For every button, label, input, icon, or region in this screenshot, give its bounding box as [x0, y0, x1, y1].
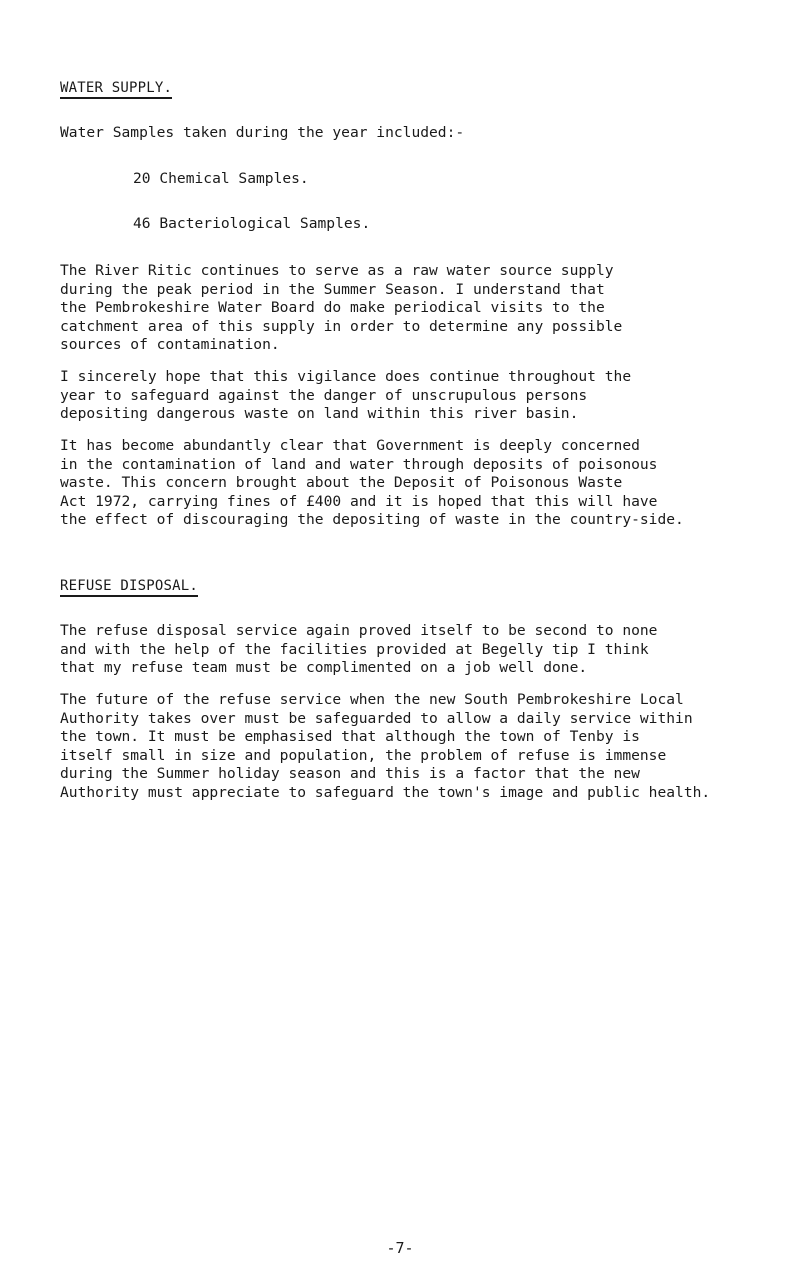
- text-line: sources of contamination.: [60, 336, 280, 353]
- water-supply-heading: WATER SUPPLY.: [60, 80, 172, 99]
- text-line: and with the help of the facilities provided at Begelly tip I think: [60, 640, 649, 658]
- paragraph-refuse-service: [60, 622, 760, 678]
- sample-item-chemical: 20 Chemical Samples.: [133, 170, 309, 187]
- text-line: waste. This concern brought about the Deposit of Poisonous Waste: [60, 474, 623, 491]
- refuse-disposal-heading: REFUSE DISPOSAL.: [60, 578, 198, 597]
- text-line: year to safeguard against the danger of unscrupulous persons: [60, 386, 588, 404]
- text-line: itself small in size and population, the problem of refuse is immense: [60, 746, 667, 764]
- text-line: that my refuse team must be complimented on a job well done.: [60, 659, 588, 676]
- text-line: the effect of discouraging the depositing of waste in the country-side.: [60, 511, 684, 528]
- text-line: during the peak period in the Summer Season. I understand that: [60, 280, 605, 298]
- paragraph-vigilance: [60, 368, 760, 424]
- paragraph-future-refuse: [60, 691, 760, 802]
- text-line: in the contamination of land and water through deposits of poisonous: [60, 455, 658, 473]
- paragraph-river-ritic: [60, 262, 760, 355]
- samples-intro: Water Samples taken during the year included:-: [60, 124, 465, 141]
- text-line: The refuse disposal service again proved itself to be second to none: [60, 622, 658, 639]
- text-line: The River Ritic continues to serve as a raw water source supply: [60, 262, 614, 279]
- text-line: I sincerely hope that this vigilance does continue throughout the: [60, 368, 632, 385]
- sample-item-bacteriological: 46 Bacteriological Samples.: [133, 215, 371, 232]
- text-line: during the Summer holiday season and this is a factor that the new: [60, 765, 640, 782]
- text-line: catchment area of this supply in order to determine any possible: [60, 317, 623, 335]
- text-line: Authority must appreciate to safeguard the town's image and public health.: [60, 783, 711, 801]
- text-line: It has become abundantly clear that Government is deeply concerned: [60, 437, 640, 454]
- page-number: -7-: [386, 1239, 414, 1257]
- text-line: the town. It must be emphasised that although the town of Tenby is: [60, 728, 640, 745]
- text-line: Authority takes over must be safeguarded to allow a daily service within: [60, 709, 693, 727]
- text-line: The future of the refuse service when the new South Pembrokeshire Local: [60, 691, 684, 708]
- paragraph-poisonous-waste: [60, 437, 760, 530]
- text-line: the Pembrokeshire Water Board do make periodical visits to the: [60, 299, 605, 316]
- text-line: Act 1972, carrying fines of £400 and it is hoped that this will have: [60, 492, 658, 510]
- text-line: depositing dangerous waste on land within this river basin.: [60, 405, 579, 422]
